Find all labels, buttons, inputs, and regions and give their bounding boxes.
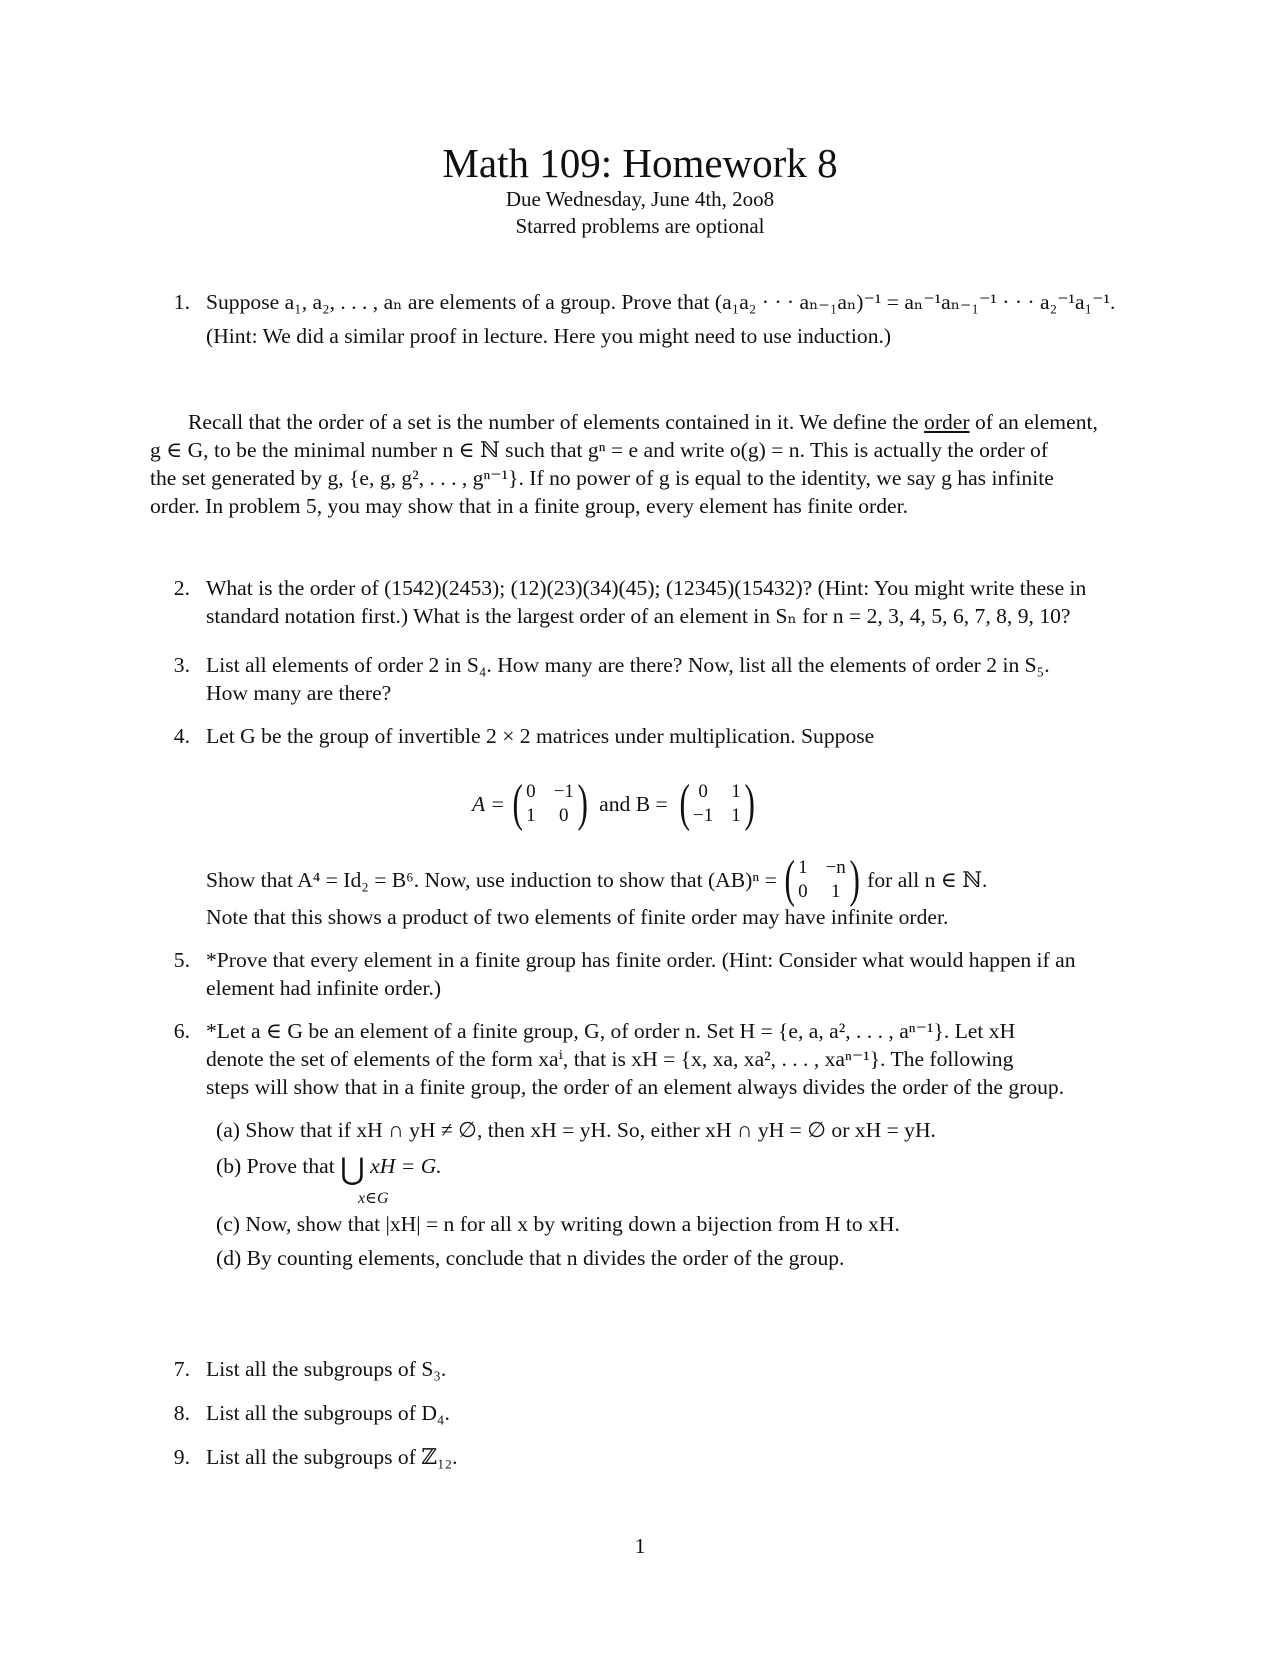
optional-note: Starred problems are optional (515, 214, 765, 238)
problem-4-show-line (206, 851, 988, 908)
problem-8-text: List all the subgroups of D₄. (206, 1401, 450, 1425)
problem-2-number: 2. (173, 576, 190, 600)
matrix-a-cell: 0 (558, 805, 569, 826)
right-paren-icon: ) (849, 851, 860, 908)
matrix-ab-cell: 1 (798, 857, 808, 878)
due-date: Due Wednesday, June 4th, 2oo8 (505, 187, 775, 211)
problem-6-number: 6. (173, 1019, 190, 1043)
matrix-b-cell: 0 (698, 781, 708, 802)
problem-9-text: List all the subgroups of ℤ₁₂. (206, 1445, 458, 1469)
problem-8-number: 8. (173, 1401, 190, 1425)
matrix-ab-cell: 1 (830, 881, 841, 902)
problem-1-line-1: Suppose a₁, a₂, . . . , aₙ are elements of a group. Prove that (a₁a₂ · · · aₙ₋₁aₙ)⁻¹ = aₙ⁻¹aₙ₋₁⁻¹ · · · a₂⁻¹a₁⁻¹. (206, 290, 1116, 314)
recall-line-2: g ∈ G, to be the minimal number n ∈ ℕ such that gⁿ = e and write o(g) = n. This is actually the order of (150, 438, 1049, 462)
page-title: Math 109: Homework 8 (442, 140, 838, 186)
problem-4-number: 4. (173, 724, 190, 748)
left-paren-icon: ( (512, 775, 523, 832)
matrix-b-cell: 1 (731, 781, 741, 802)
right-paren-icon: ) (744, 775, 755, 832)
matrix-ab-cell: 0 (798, 881, 808, 902)
problem-4-line-1: Let G be the group of invertible 2 × 2 matrices under multiplication. Suppose (206, 724, 875, 748)
problem-2-line-2: standard notation first.) What is the largest order of an element in Sₙ for n = 2, 3, 4, 5, 6, 7, 8, 9, 10? (206, 604, 1071, 628)
problem-5-number: 5. (173, 948, 190, 972)
recall-line-1: Recall that the order of a set is the number of elements contained in it. We define the order of an element, (188, 410, 1098, 434)
recall-line-4: order. In problem 5, you may show that in a finite group, every element has finite order. (150, 494, 908, 518)
problem-6-line-3: steps will show that in a finite group, the order of an element always divides the order of the group. (206, 1075, 1065, 1099)
matrix-b (676, 775, 758, 832)
matrix-a-label: A = (472, 791, 505, 816)
problem-6-line-2: denote the set of elements of the form xaⁱ, that is xH = {x, xa, xa², . . . , xaⁿ⁻¹}. The following (206, 1047, 1014, 1071)
matrix-b-cell: 1 (731, 805, 741, 826)
part-b-prefix: (b) Prove that (216, 1154, 335, 1178)
problem-9-number: 9. (173, 1445, 190, 1469)
big-union-icon: ⋃ (340, 1153, 365, 1186)
problem-3-line-1: List all elements of order 2 in S₄. How many are there? Now, list all the elements of order 2 in S₅. (206, 653, 1050, 677)
order-term: order (924, 410, 970, 434)
problem-5-line-2: element had infinite order.) (206, 976, 442, 1000)
problem-1-number: 1. (173, 290, 190, 314)
problem-6-part-a: (a) Show that if xH ∩ yH ≠ ∅, then xH = yH. So, either xH ∩ yH = ∅ or xH = yH. (216, 1118, 936, 1142)
and-b-label: and B = (599, 791, 668, 816)
matrix-ab-cell: −n (825, 857, 846, 878)
union-index: x∈G (358, 1190, 389, 1207)
problem-7-number: 7. (173, 1357, 190, 1381)
problem-1-line-2: (Hint: We did a similar proof in lecture. Here you might need to use induction.) (206, 324, 892, 348)
problem-4-show-text: Show that A⁴ = Id₂ = B⁶. Now, use induction to show that (AB)ⁿ = (206, 867, 777, 892)
problem-2-line-1: What is the order of (1542)(2453); (12)(23)(34)(45); (12345)(15432)? (Hint: You might write these in (206, 576, 1087, 600)
matrix-ab-power (781, 851, 863, 908)
left-paren-icon: ( (784, 851, 795, 908)
right-paren-icon: ) (577, 775, 588, 832)
part-b-suffix: xH = G. (370, 1154, 442, 1178)
recall-line-3: the set generated by g, {e, g, g², . . . , gⁿ⁻¹}. If no power of g is equal to the identity, we say g has infinite (150, 466, 1054, 490)
page-number: 1 (634, 1534, 646, 1558)
problem-5-line-1: *Prove that every element in a finite group has finite order. (Hint: Consider what would happen if an (206, 948, 1076, 972)
problem-4-note: Note that this shows a product of two elements of finite order may have infinite order. (206, 905, 949, 929)
matrix-a-cell: 1 (526, 805, 536, 826)
problem-7-text: List all the subgroups of S₃. (206, 1357, 447, 1381)
for-all-text: for all n ∈ ℕ. (867, 867, 988, 892)
matrix-a-cell: 0 (526, 781, 536, 802)
problem-3-number: 3. (173, 653, 190, 677)
matrix-b-cell: −1 (693, 805, 714, 826)
matrix-a-cell: −1 (553, 781, 574, 802)
problem-6-part-d: (d) By counting elements, conclude that n divides the order of the group. (216, 1246, 845, 1270)
problem-3-line-2: How many are there? (206, 681, 392, 705)
matrix-definitions (472, 775, 762, 832)
left-paren-icon: ( (679, 775, 690, 832)
problem-6-part-b (216, 1153, 442, 1186)
problem-6-part-c: (c) Now, show that |xH| = n for all x by writing down a bijection from H to xH. (216, 1212, 900, 1236)
matrix-a (509, 775, 591, 832)
problem-6-line-1: *Let a ∈ G be an element of a finite group, G, of order n. Set H = {e, a, a², . . . , aⁿ⁻¹}. Let xH (206, 1019, 1016, 1043)
